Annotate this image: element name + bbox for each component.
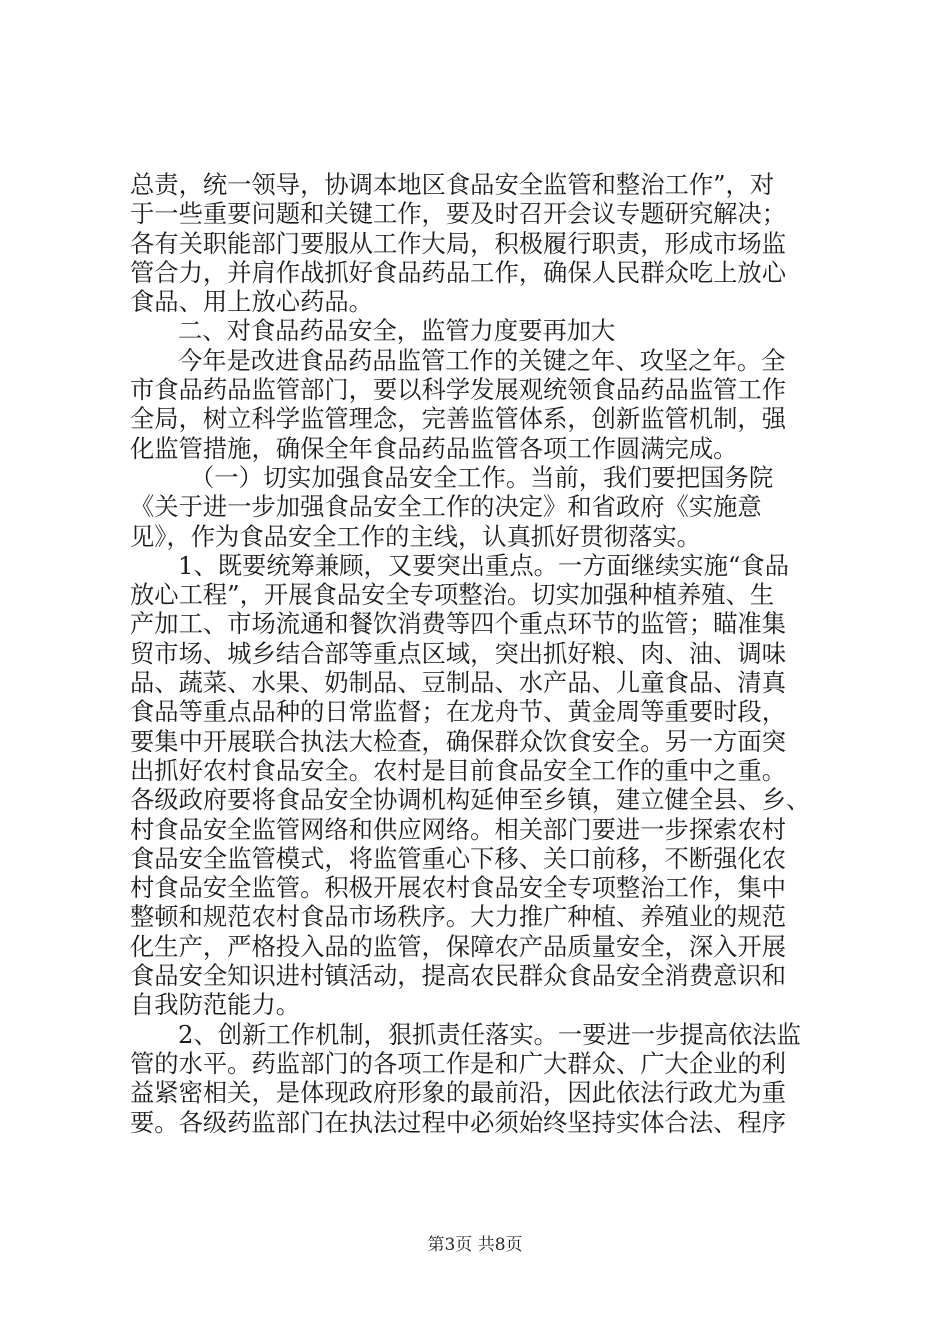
text-line: 管的水平。药监部门的各项工作是和广大群众、广大企业的利 — [130, 1048, 787, 1078]
text-line: 贸市场、城乡结合部等重点区域，突出抓好粮、肉、油、调味 — [130, 638, 787, 668]
text-line: 2、创新工作机制，狠抓责任落实。一要进一步提高依法监 — [178, 1019, 801, 1049]
text-line: 产加工、市场流通和餐饮消费等四个重点环节的监管；瞄准集 — [130, 609, 787, 639]
text-line: 整顿和规范农村食品市场秩序。大力推广种植、养殖业的规范 — [130, 902, 787, 932]
text-line: 化监管措施，确保全年食品药品监管各项工作圆满完成。 — [130, 433, 738, 463]
document-body — [130, 170, 830, 1137]
text-line: 总责，统一领导，协调本地区食品安全监管和整治工作”，对 — [130, 170, 775, 199]
text-line: 1、既要统筹兼顾，又要突出重点。一方面继续实施“食品 — [178, 550, 790, 580]
text-line: 全局，树立科学监管理念，完善监管体系，创新监管机制，强 — [130, 404, 787, 434]
page-footer — [0, 1234, 950, 1256]
text-line: 出抓好农村食品安全。农村是目前食品安全工作的重中之重。 — [130, 755, 787, 785]
text-line: 食品安全知识进村镇活动，提高农民群众食品安全消费意识和 — [130, 961, 787, 991]
text-line: 品、蔬菜、水果、奶制品、豆制品、水产品、儿童食品、清真 — [130, 668, 787, 698]
text-line: 自我防范能力。 — [130, 990, 301, 1020]
text-line: 要集中开展联合执法大检查，确保群众饮食安全。另一方面突 — [130, 726, 787, 756]
text-line: 村食品安全监管。积极开展农村食品安全专项整治工作，集中 — [130, 873, 787, 903]
text-line: 于一些重要问题和关键工作，要及时召开会议专题研究解决； — [130, 199, 787, 229]
text-line: 各有关职能部门要服从工作大局，积极履行职责，形成市场监 — [130, 228, 787, 258]
text-line: 村食品安全监管网络和供应网络。相关部门要进一步探索农村 — [130, 814, 787, 844]
text-line: 各级政府要将食品安全协调机构延伸至乡镇，建立健全县、乡、 — [130, 785, 811, 815]
page-number: 第3页 共8页 — [427, 1235, 523, 1255]
subsection-heading: （一）切实加强食品安全工作。当前，我们要把国务院 — [190, 462, 774, 492]
text-line: 见》，作为食品安全工作的主线，认真抓好贯彻落实。 — [130, 521, 701, 551]
text-line: 食品安全监管模式，将监管重心下移、关口前移，不断强化农 — [130, 843, 787, 873]
text-line: 管合力，并肩作战抓好食品药品工作，确保人民群众吃上放心 — [130, 257, 787, 287]
section-heading: 二、对食品药品安全，监管力度要再加大 — [178, 316, 616, 346]
text-line: 化生产，严格投入品的监管，保障农产品质量安全，深入开展 — [130, 931, 787, 961]
text-line: 放心工程”，开展食品安全专项整治。切实加强种植养殖、生 — [130, 580, 775, 610]
text-line: 市食品药品监管部门，要以科学发展观统领食品药品监管工作 — [130, 375, 787, 405]
text-line: 食品等重点品种的日常监督；在龙舟节、黄金周等重要时段， — [130, 697, 787, 727]
text-line: 益紧密相关，是体现政府形象的最前沿，因此依法行政尤为重 — [130, 1078, 787, 1108]
text-line: 今年是改进食品药品监管工作的关键之年、攻坚之年。全 — [178, 345, 786, 375]
text-line: 食品、用上放心药品。 — [130, 287, 373, 317]
text-line: 要。各级药监部门在执法过程中必须始终坚持实体合法、程序 — [130, 1107, 787, 1137]
text-line: 《关于进一步加强食品安全工作的决定》和省政府《实施意 — [130, 492, 762, 522]
